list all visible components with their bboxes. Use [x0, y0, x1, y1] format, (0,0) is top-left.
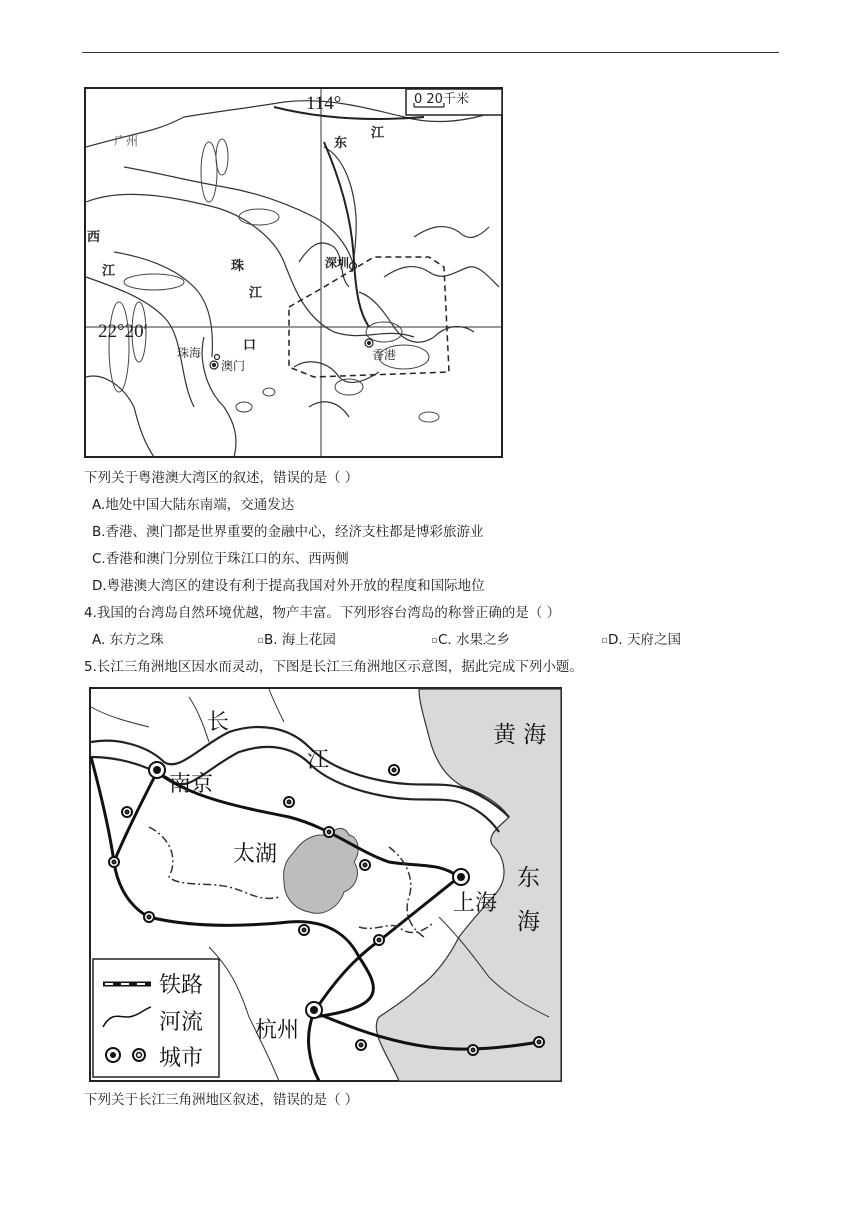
option-d-text: D. 天府之国 — [608, 632, 681, 648]
xijiang-label-2: 江 — [102, 264, 116, 279]
legend-river-label: 河流 — [159, 1010, 204, 1035]
donghai-label-1: 东 — [517, 865, 540, 891]
latitude-label: 22°20′ — [98, 321, 148, 342]
option-b-text: B. 海上花园 — [264, 632, 336, 648]
changjiang-label-1: 长 — [207, 710, 230, 735]
shenzhen-label: 深圳 — [325, 256, 350, 270]
legend-railway-label: 铁路 — [159, 973, 204, 998]
shanghai-label: 上海 — [453, 891, 498, 916]
option-marker-icon — [432, 638, 437, 643]
yangtze-delta-map — [89, 687, 562, 1082]
guangzhou-label: 广州 — [114, 134, 139, 148]
option-marker-icon — [602, 638, 607, 643]
zhujiangkou-label-2: 江 — [249, 286, 263, 301]
xijiang-label-1: 西 — [87, 230, 101, 245]
legend-city-label: 城市 — [159, 1046, 204, 1071]
question-3-option-c[interactable]: C.香港和澳门分别位于珠江口的东、西两侧 — [92, 551, 349, 567]
option-c-text: C. 水果之乡 — [438, 632, 511, 648]
zhujiangkou-label-3: 口 — [243, 338, 257, 353]
huanghai-label: 黄 海 — [493, 722, 547, 748]
question-4-option-a[interactable] — [92, 631, 164, 649]
header-rule — [82, 52, 779, 53]
longitude-label: 114° — [306, 93, 342, 114]
question-3-option-a[interactable]: A.地处中国大陆东南端，交通发达 — [92, 497, 295, 513]
scale-label: 0 20千米 — [414, 92, 469, 107]
pearl-river-delta-map — [84, 87, 504, 459]
question-5-stem: 5.长江三角洲地区因水而灵动，下图是长江三角洲地区示意图，据此完成下列小题。 — [84, 659, 583, 675]
hongkong-label: 香港 — [372, 348, 397, 362]
question-4-stem: 4.我国的台湾岛自然环境优越，物产丰富。下列形容台湾岛的称誉正确的是（ ） — [84, 605, 561, 621]
question-3-stem: 下列关于粤港澳大湾区的叙述，错误的是（ ） — [84, 470, 359, 486]
hangzhou-label: 杭州 — [255, 1018, 300, 1043]
nanjing-label: 南京 — [169, 772, 214, 797]
question-4-option-b[interactable] — [258, 631, 336, 649]
zhuhai-label: 珠海 — [177, 346, 202, 360]
option-marker-icon — [258, 638, 263, 643]
question-5-sub-stem: 下列关于长江三角洲地区叙述，错误的是（ ） — [84, 1092, 359, 1108]
macao-label: 澳门 — [221, 359, 246, 373]
taihu-label: 太湖 — [233, 842, 278, 867]
dongjiang-label-1: 东 — [334, 136, 348, 151]
dongjiang-label-2: 江 — [371, 126, 385, 141]
question-4-option-c[interactable] — [432, 631, 510, 649]
zhujiangkou-label-1: 珠 — [231, 259, 245, 274]
changjiang-label-2: 江 — [307, 748, 330, 773]
option-a-text: A. 东方之珠 — [92, 632, 164, 648]
question-3-option-b[interactable]: B.香港、澳门都是世界重要的金融中心，经济支柱都是博彩旅游业 — [92, 524, 484, 540]
question-3-option-d[interactable]: D.粤港澳大湾区的建设有利于提高我国对外开放的程度和国际地位 — [92, 578, 485, 594]
question-4-option-d[interactable] — [602, 631, 681, 649]
donghai-label-2: 海 — [517, 909, 540, 935]
